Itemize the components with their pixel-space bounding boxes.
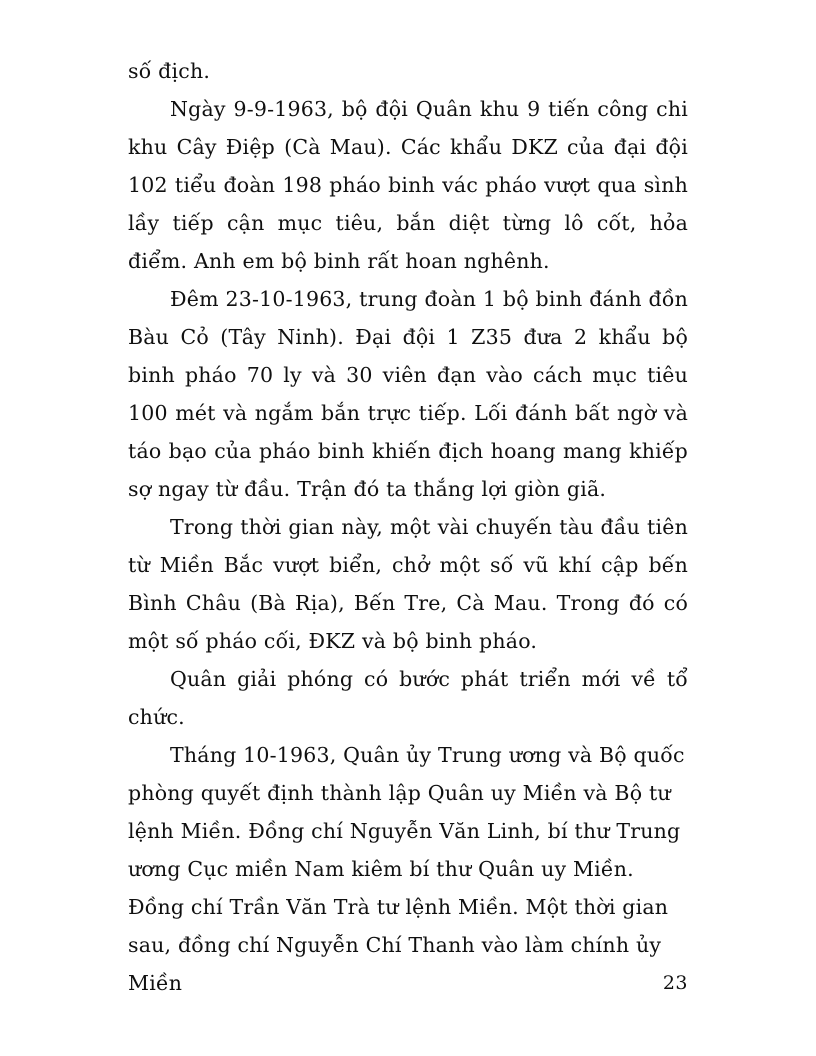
paragraph-2: Ngày 9-9-1963, bộ đội Quân khu 9 tiến công chi khu Cây Điệp (Cà Mau). Các khẩu DKZ của đại đội 102 tiểu đoàn 198 pháo binh vác pháo vượt qua sình lầy tiếp cận mục tiêu, bắn diệt từng lô cốt, hỏa điểm. Anh em bộ binh rất hoan nghênh. xyxy=(128,97,688,273)
body-text-column xyxy=(128,52,688,1002)
paragraph-1: số địch. xyxy=(128,59,211,83)
paragraph-4: Trong thời gian này, một vài chuyến tàu đầu tiên từ Miền Bắc vượt biển, chở một số vũ khí cập bến Bình Châu (Bà Rịa), Bến Tre, Cà Mau. Trong đó có một số pháo cối, ĐKZ và bộ binh pháo. xyxy=(128,515,688,653)
paragraph-5: Quân giải phóng có bước phát triển mới về tổ chức. xyxy=(128,667,688,729)
paragraph-3: Đêm 23-10-1963, trung đoàn 1 bộ binh đánh đồn Bàu Cỏ (Tây Ninh). Đại đội 1 Z35 đưa 2 khẩu bộ binh pháo 70 ly và 30 viên đạn vào cách mục tiêu 100 mét và ngắm bắn trực tiếp. Lối đánh bất ngờ và táo bạo của pháo binh khiến địch hoang mang khiếp sợ ngay từ đầu. Trận đó ta thắng lợi giòn giã. xyxy=(128,287,688,501)
paragraph-6: Tháng 10-1963, Quân ủy Trung ương và Bộ quốc phòng quyết định thành lập Quân uy Miền và Bộ tư lệnh Miền. Đồng chí Nguyễn Văn Linh, bí thư Trung ương Cục miền Nam kiêm bí thư Quân uy Miền. Đồng chí Trần Văn Trà tư lệnh Miền. Một thời gian sau, đồng chí Nguyễn Chí Thanh vào làm chính ủy Miền xyxy=(128,743,685,995)
page-number: 23 xyxy=(662,972,688,994)
